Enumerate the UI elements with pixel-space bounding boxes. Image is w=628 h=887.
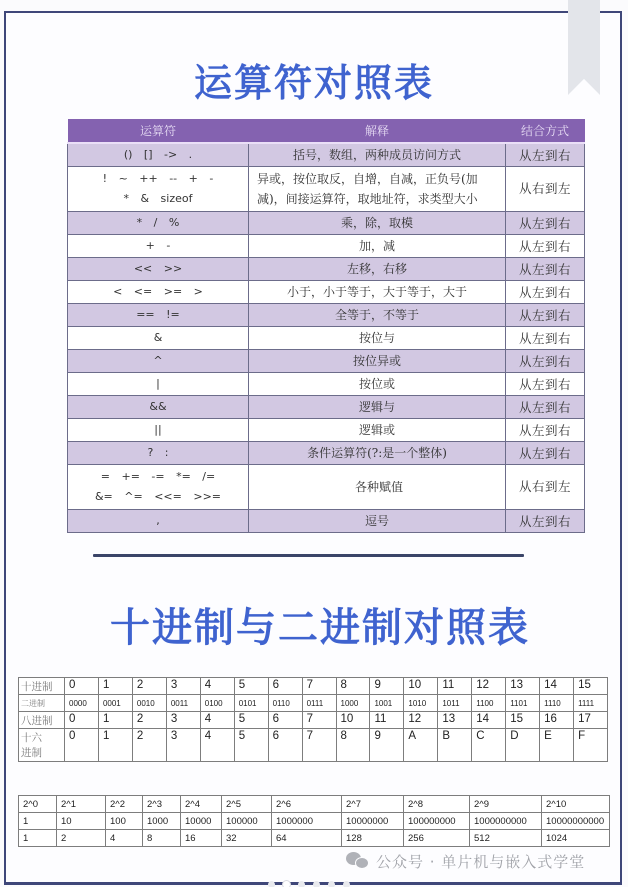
table-row [68, 464, 585, 509]
value-cell: 7 [302, 712, 336, 729]
value-cell: 2^4 [181, 796, 222, 813]
value-cell: A [404, 729, 438, 762]
description-cell: 逻辑与 [249, 395, 506, 418]
value-cell: 0 [65, 712, 99, 729]
row-label: 八进制 [19, 712, 65, 729]
table-row [68, 326, 585, 349]
row-label [19, 729, 65, 762]
associativity-cell: 从左到右 [506, 349, 585, 372]
operator-cell: , [68, 509, 249, 532]
page-dot[interactable] [268, 881, 275, 887]
value-cell: 12 [404, 712, 438, 729]
operator-cell: || [68, 418, 249, 441]
associativity-cell: 从左到右 [506, 441, 585, 464]
associativity-cell: 从左到右 [506, 257, 585, 280]
value-cell: 32 [222, 830, 272, 847]
value-cell: 1 [19, 830, 57, 847]
operator-cell: + - [68, 234, 249, 257]
page-indicator [268, 881, 350, 887]
associativity-cell: 从左到右 [506, 395, 585, 418]
value-cell: 4 [200, 712, 234, 729]
value-cell: 0 [65, 678, 99, 695]
description-cell: 按位与 [249, 326, 506, 349]
wechat-icon [346, 851, 370, 871]
value-cell: 2^6 [272, 796, 342, 813]
value-cell: 1 [19, 813, 57, 830]
value-cell: 4 [106, 830, 143, 847]
value-cell: 128 [342, 830, 404, 847]
description-cell: 按位异或 [249, 349, 506, 372]
value-cell: 2^10 [542, 796, 610, 813]
description-cell: 小于，小于等于，大于等于，大于 [249, 280, 506, 303]
value-cell: 10 [57, 813, 106, 830]
value-cell: 4 [200, 678, 234, 695]
page-dot[interactable] [283, 881, 290, 887]
value-cell: 64 [272, 830, 342, 847]
value-cell: B [438, 729, 472, 762]
value-cell: 10 [336, 712, 370, 729]
value-cell: 1000 [336, 695, 370, 712]
table-row [19, 678, 608, 695]
value-cell: 3 [166, 712, 200, 729]
description-cell: 逗号 [249, 509, 506, 532]
operator-cell: & [68, 326, 249, 349]
value-cell: 2 [132, 729, 166, 762]
table-row [68, 303, 585, 326]
description-cell: 条件运算符(?:是一个整体) [249, 441, 506, 464]
table-row [19, 830, 610, 847]
value-cell: 4 [200, 729, 234, 762]
operator-cell [68, 464, 249, 509]
value-cell: 2^9 [470, 796, 542, 813]
associativity-cell: 从左到右 [506, 372, 585, 395]
number-table-title: 十进制与二进制对照表 [110, 605, 530, 651]
operator-cell: | [68, 372, 249, 395]
description-cell: 各种赋值 [249, 464, 506, 509]
value-cell: 0 [65, 729, 99, 762]
table-row [19, 729, 608, 762]
value-cell: 0011 [166, 695, 200, 712]
operator-table-header [68, 119, 585, 143]
value-cell: 6 [268, 678, 302, 695]
description-cell: 按位或 [249, 372, 506, 395]
value-cell: 9 [370, 678, 404, 695]
value-cell: 15 [574, 678, 608, 695]
header-associativity: 结合方式 [506, 119, 585, 143]
operator-cell: ? : [68, 441, 249, 464]
table-row [68, 441, 585, 464]
operator-cell [68, 166, 249, 211]
operator-line: &= ^= <<= >>= [94, 489, 222, 503]
value-cell: 1010 [404, 695, 438, 712]
value-cell: 1011 [438, 695, 472, 712]
value-cell: 2^3 [143, 796, 181, 813]
table-row [68, 509, 585, 532]
value-cell: 1 [98, 729, 132, 762]
value-cell: 1101 [506, 695, 540, 712]
operator-cell: < <= >= > [68, 280, 249, 303]
value-cell: 8 [336, 678, 370, 695]
section-divider [93, 554, 524, 557]
value-cell: 100 [106, 813, 143, 830]
operator-cell: () [] -> . [68, 143, 249, 166]
value-cell: 15 [506, 712, 540, 729]
value-cell: 0110 [268, 695, 302, 712]
table-row [19, 796, 610, 813]
table-row [19, 712, 608, 729]
operator-line: ! ~ ++ -- + - [102, 171, 214, 185]
associativity-cell: 从右到左 [506, 166, 585, 211]
value-cell: 1111 [574, 695, 608, 712]
watermark-text: 公众号 · 单片机与嵌入式学堂 [376, 852, 586, 871]
value-cell: 17 [574, 712, 608, 729]
table-row [68, 372, 585, 395]
value-cell: 2^5 [222, 796, 272, 813]
associativity-cell: 从左到右 [506, 280, 585, 303]
value-cell: 8 [143, 830, 181, 847]
table-row [68, 418, 585, 441]
value-cell: 9 [370, 729, 404, 762]
operator-line: = += -= *= /= [100, 469, 216, 483]
value-cell: 16 [181, 830, 222, 847]
value-cell: 2^0 [19, 796, 57, 813]
row-label-line: 进制 [21, 747, 42, 759]
operator-cell: * / % [68, 211, 249, 234]
operator-cell: == != [68, 303, 249, 326]
value-cell: 1000 [143, 813, 181, 830]
value-cell: 0111 [302, 695, 336, 712]
value-cell: 0001 [98, 695, 132, 712]
value-cell: 13 [506, 678, 540, 695]
value-cell: 11 [438, 678, 472, 695]
table-row [68, 143, 585, 166]
table-row [68, 349, 585, 372]
associativity-cell: 从右到左 [506, 464, 585, 509]
power-of-two-table [18, 795, 610, 847]
operator-cell: << >> [68, 257, 249, 280]
operator-cell: && [68, 395, 249, 418]
value-cell: 100000000 [404, 813, 470, 830]
value-cell: 2 [132, 712, 166, 729]
value-cell: 2^2 [106, 796, 143, 813]
value-cell: 2^7 [342, 796, 404, 813]
value-cell: 5 [234, 729, 268, 762]
associativity-cell: 从左到右 [506, 211, 585, 234]
value-cell: 1100 [472, 695, 506, 712]
value-cell: 0101 [234, 695, 268, 712]
value-cell: 0000 [65, 695, 99, 712]
description-line: 减)，间接运算符，取地址符，求类型大小 [257, 191, 478, 206]
header-operator: 运算符 [68, 119, 249, 143]
value-cell: F [574, 729, 608, 762]
value-cell: 5 [234, 678, 268, 695]
table-row [19, 695, 608, 712]
row-label: 十进制 [19, 678, 65, 695]
value-cell: 0010 [132, 695, 166, 712]
table-row [68, 166, 585, 211]
page-dot[interactable] [298, 881, 305, 887]
table-row [68, 234, 585, 257]
associativity-cell: 从左到右 [506, 418, 585, 441]
value-cell: 10000000 [342, 813, 404, 830]
description-cell: 左移，右移 [249, 257, 506, 280]
value-cell: 10 [404, 678, 438, 695]
operator-table-title: 运算符对照表 [193, 61, 434, 105]
value-cell: 7 [302, 678, 336, 695]
value-cell: E [540, 729, 574, 762]
value-cell: 1110 [540, 695, 574, 712]
operator-table [67, 119, 585, 533]
value-cell: 16 [540, 712, 574, 729]
value-cell: 256 [404, 830, 470, 847]
associativity-cell: 从左到右 [506, 303, 585, 326]
value-cell: 7 [302, 729, 336, 762]
value-cell: C [472, 729, 506, 762]
page-dot[interactable] [313, 881, 320, 887]
table-row [68, 257, 585, 280]
description-cell [249, 166, 506, 211]
value-cell: 10000 [181, 813, 222, 830]
value-cell: 14 [472, 712, 506, 729]
value-cell: 1000000000 [470, 813, 542, 830]
value-cell: 2^8 [404, 796, 470, 813]
value-cell: 6 [268, 712, 302, 729]
associativity-cell: 从左到右 [506, 509, 585, 532]
description-cell: 括号，数组，两种成员访问方式 [249, 143, 506, 166]
description-cell: 逻辑或 [249, 418, 506, 441]
value-cell: 512 [470, 830, 542, 847]
value-cell: 2^1 [57, 796, 106, 813]
value-cell: 8 [336, 729, 370, 762]
operator-line: * & sizeof [123, 191, 193, 205]
description-cell: 加，减 [249, 234, 506, 257]
row-label-line: 十六 [21, 732, 42, 744]
watermark [346, 850, 585, 872]
value-cell: 100000 [222, 813, 272, 830]
table-row [68, 395, 585, 418]
associativity-cell: 从左到右 [506, 143, 585, 166]
value-cell: 5 [234, 712, 268, 729]
table-row [19, 813, 610, 830]
row-label: 二进制 [19, 695, 65, 712]
value-cell: 1 [98, 712, 132, 729]
value-cell: 1024 [542, 830, 610, 847]
table-row [68, 211, 585, 234]
description-line: 异或，按位取反，自增，自减，正负号(加 [257, 171, 478, 186]
value-cell: 3 [166, 678, 200, 695]
value-cell: 6 [268, 729, 302, 762]
value-cell: 14 [540, 678, 574, 695]
description-cell: 全等于，不等于 [249, 303, 506, 326]
header-description: 解释 [249, 119, 506, 143]
operator-cell: ^ [68, 349, 249, 372]
base-conversion-table [18, 677, 608, 762]
value-cell: 2 [57, 830, 106, 847]
value-cell: D [506, 729, 540, 762]
associativity-cell: 从左到右 [506, 234, 585, 257]
value-cell: 11 [370, 712, 404, 729]
value-cell: 0100 [200, 695, 234, 712]
value-cell: 3 [166, 729, 200, 762]
value-cell: 12 [472, 678, 506, 695]
description-cell: 乘，除，取模 [249, 211, 506, 234]
associativity-cell: 从左到右 [506, 326, 585, 349]
page-dot[interactable] [328, 881, 335, 887]
value-cell: 10000000000 [542, 813, 610, 830]
value-cell: 2 [132, 678, 166, 695]
value-cell: 1001 [370, 695, 404, 712]
value-cell: 13 [438, 712, 472, 729]
value-cell: 1 [98, 678, 132, 695]
table-row [68, 280, 585, 303]
value-cell: 1000000 [272, 813, 342, 830]
page-dot[interactable] [343, 881, 350, 887]
